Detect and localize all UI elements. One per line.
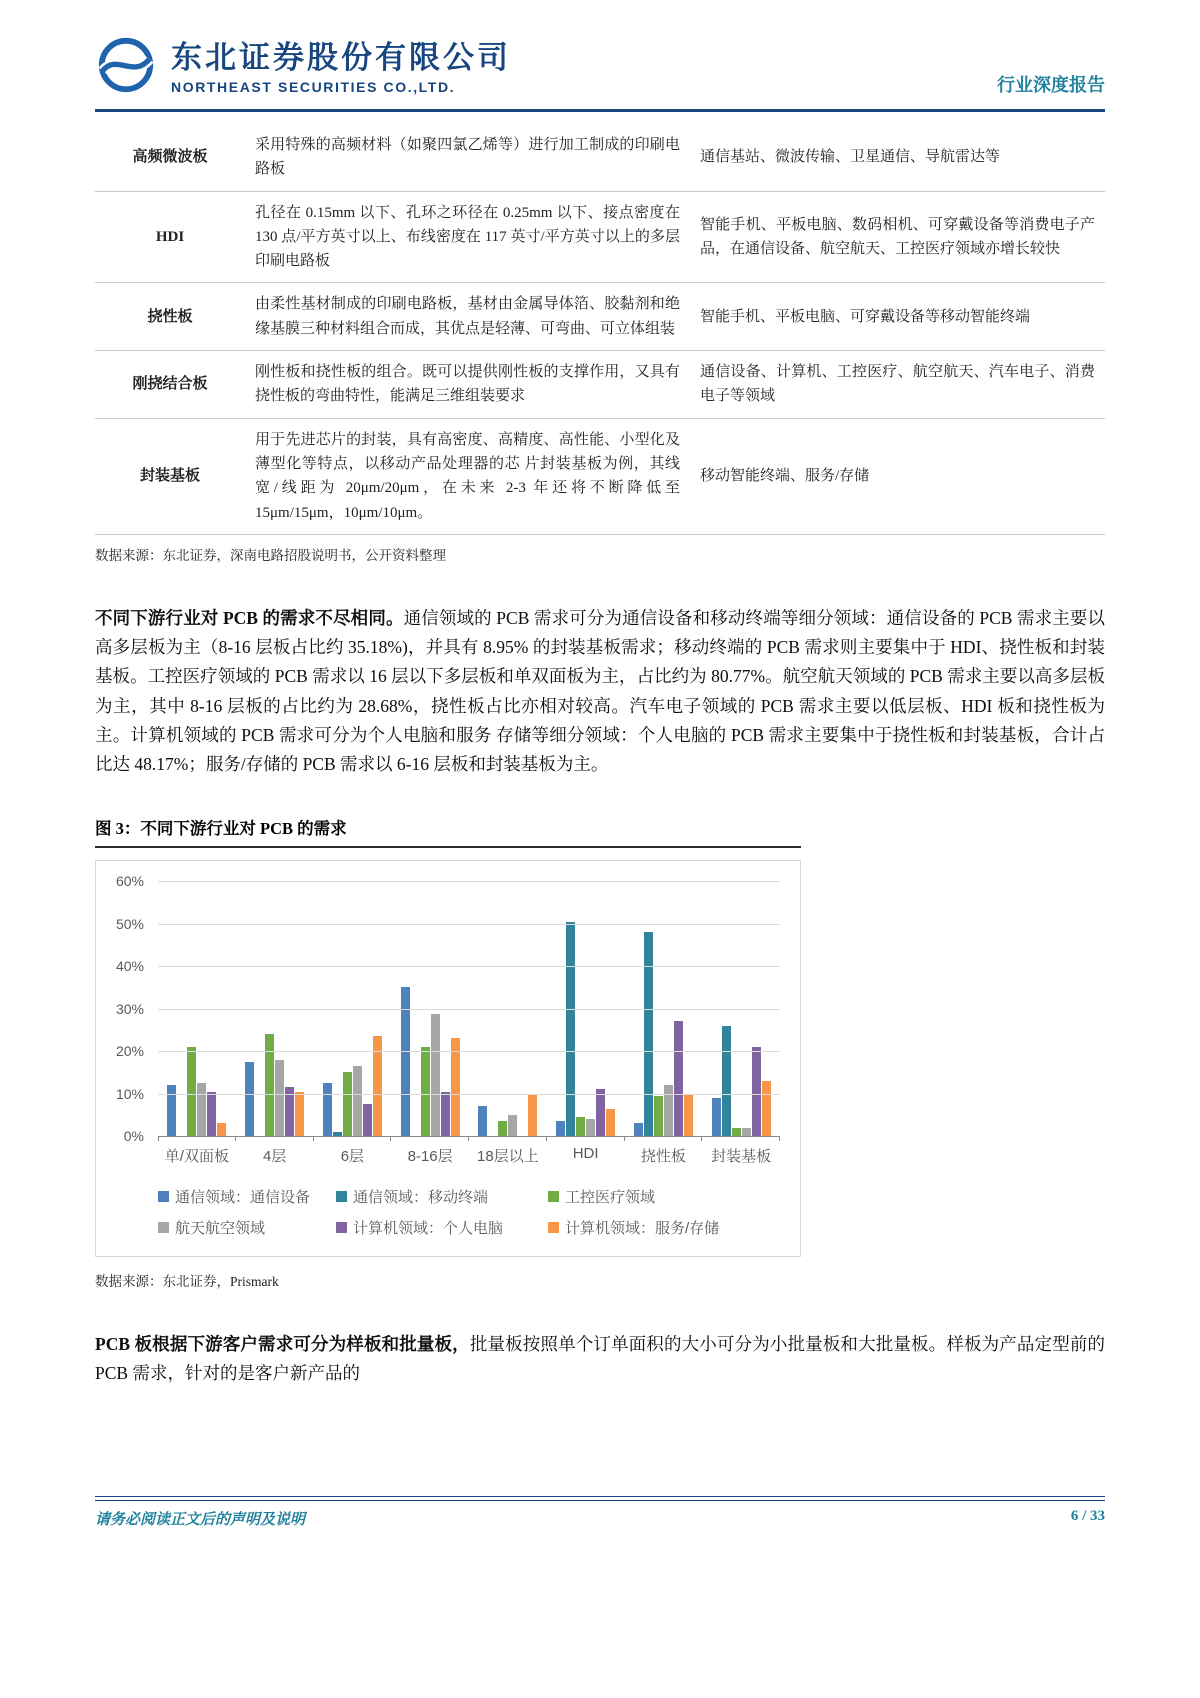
legend-item [548,1186,786,1207]
bar [343,1072,352,1136]
bar [363,1104,372,1136]
legend-item [158,1186,336,1207]
gridline [158,924,780,925]
legend-label: 通信领域：通信设备 [175,1189,311,1207]
bar [323,1083,332,1136]
bar [556,1121,565,1136]
pcb-type-name: 挠性板 [95,283,245,351]
y-tick-label: 0% [123,1128,144,1145]
paragraph-lead: 不同下游行业对 PCB 的需求不尽相同。 [95,607,404,628]
body-paragraph [95,1330,1105,1388]
x-tick-label: 4层 [262,1148,287,1166]
bar [596,1089,605,1136]
pcb-type-name: 高频微波板 [95,124,245,191]
bar [634,1123,643,1136]
page-footer [95,1496,1105,1529]
legend-label: 航天航空领域 [175,1220,266,1238]
bar [197,1083,206,1136]
legend-swatch [548,1222,559,1233]
bar [265,1034,274,1136]
company-logo-icon [95,34,157,101]
x-tick-label: 单/双面板 [164,1148,229,1166]
figure-title: 图 3：不同下游行业对 PCB 的需求 [95,815,801,848]
pcb-type-desc: 刚性板和挠性板的组合。既可以提供刚性板的支撑作用，又具有挠性板的弯曲特性，能满足三维组装要求 [245,351,690,419]
paragraph-text: 通信领域的 PCB 需求可分为通信设备和移动终端等细分领域：通信设备的 PCB 需求主要以高多层板为主（8-16 层板占比约 35.18%)，并具有 8.95% 的封装基板需求；移动终端的 PCB 需求则主要集中于 HDI、挠性板和封装基板。工控医疗领域的 PCB 需求以 16 层以下多层板和单双面板为主，占比约为 80.77%。航空航天领域的 PCB 需求主要以高多层板为主，其中 8-16 层板的占比约为 28.68%，挠性板占比亦相对较高。汽车电子领域的 PCB 需求主要以低层板、HDI 板和挠性板为主。计算机领域的 PCB 需求可分为个人电脑和服务 存储等细分领域：个人电脑的 PCB 需求主要集中于挠性板和封装基板，合计占比达 48.17%；服务/存储的 PCB 需求以 6-16 层板和封装基板为主。 [95,607,1106,774]
y-tick-label: 10% [115,1085,144,1102]
y-axis [110,873,152,1145]
bar [295,1092,304,1137]
paragraph-lead: PCB 板根据下游客户需求可分为样板和批量板， [95,1334,470,1355]
legend-item [336,1186,548,1207]
bar [498,1121,507,1136]
page-header [95,34,1105,101]
legend-swatch [336,1222,347,1233]
pcb-type-desc: 采用特殊的高频材料（如聚四氯乙烯等）进行加工制成的印刷电路板 [245,124,690,191]
company-name-block [171,40,511,95]
footer-divider [95,1496,1105,1501]
bar [431,1014,440,1136]
table-row [95,351,1105,419]
plot-grid [158,881,780,1136]
legend-item [548,1217,786,1238]
pcb-type-table [95,124,1105,535]
gridline [158,966,780,967]
bar [451,1038,460,1136]
report-type-label: 行业深度报告 [997,75,1105,95]
pcb-type-name: HDI [95,191,245,283]
gridline [158,1009,780,1010]
bar [684,1094,693,1137]
pcb-type-apps: 通信设备、计算机、工控医疗、航空航天、汽车电子、消费电子等领域 [690,351,1105,419]
bar [586,1119,595,1136]
pcb-type-apps: 智能手机、平板电脑、数码相机、可穿戴设备等消费电子产品，在通信设备、航空航天、工控医疗领域亦增长较快 [690,191,1105,283]
chart-legend [158,1186,786,1238]
x-tick-label: 挠性板 [640,1148,686,1166]
x-tick-label: 封装基板 [711,1148,772,1166]
bar [674,1021,683,1137]
bar [478,1106,487,1136]
table-row [95,418,1105,534]
bar [722,1026,731,1137]
table-row [95,124,1105,191]
legend-swatch [548,1191,559,1202]
y-tick-label: 40% [115,958,144,975]
bar [207,1092,216,1137]
legend-item [158,1217,336,1238]
bar-chart [95,860,801,1257]
company-name-cn: 东北证券股份有限公司 [171,40,511,76]
brand-block [95,34,511,101]
bar [654,1096,663,1136]
legend-swatch [336,1191,347,1202]
pcb-type-desc: 孔径在 0.15mm 以下、孔环之环径在 0.25mm 以下、接点密度在 130 点/平方英寸以上、布线密度在 117 英寸/平方英寸以上的多层印刷电路板 [245,191,690,283]
legend-label: 计算机领域：服务/存储 [565,1220,720,1238]
footer-disclaimer: 请务必阅读正文后的声明及说明 [95,1512,306,1528]
x-tick-label: HDI [572,1145,599,1163]
table-source-note: 数据来源：东北证券，深南电路招股说明书，公开资料整理 [95,547,446,563]
x-tick-label: 18层以上 [477,1148,539,1166]
bar [528,1094,537,1137]
bar [762,1081,771,1136]
bar [576,1117,585,1136]
bar [742,1128,751,1137]
page-number: 6 / 33 [1070,1508,1105,1524]
x-tick-label: 8-16层 [407,1148,453,1166]
table-row [95,283,1105,351]
bar [275,1060,284,1137]
bar [187,1047,196,1136]
bar [752,1047,761,1136]
company-name-en: NORTHEAST SECURITIES CO.,LTD. [171,78,456,95]
pcb-type-name: 刚挠结合板 [95,351,245,419]
y-tick-label: 60% [115,873,144,890]
gridline [158,881,780,882]
pcb-type-apps: 移动智能终端、服务/存储 [690,418,1105,534]
pcb-type-desc: 由柔性基材制成的印刷电路板，基材由金属导体箔、胶黏剂和绝缘基膜三种材料组合而成，其优点是轻薄、可弯曲、可立体组装 [245,283,690,351]
pcb-type-apps: 通信基站、微波传输、卫星通信、导航雷达等 [690,124,1105,191]
gridline [158,1094,780,1095]
chart-plot-area [115,873,780,1145]
bar [732,1128,741,1137]
legend-label: 通信领域：移动终端 [353,1189,489,1207]
legend-label: 计算机领域：个人电脑 [353,1220,504,1238]
legend-swatch [158,1191,169,1202]
x-axis-labels [158,1145,780,1166]
x-axis-line [158,1136,780,1137]
y-tick-label: 20% [115,1043,144,1060]
x-tick-label: 6层 [340,1148,365,1166]
bar [644,932,653,1136]
legend-item [336,1217,548,1238]
bar [606,1109,615,1137]
pcb-type-desc: 用于先进芯片的封装，具有高密度、高精度、高性能、小型化及薄型化等特点，以移动产品处理器的芯 片封装基板为例，其线宽/线距为 20μm/20μm，在未来 2-3 年还将不断降低至 15μm/15μm，10μm/10μm。 [245,418,690,534]
gridline [158,1051,780,1052]
figure-source-note: 数据来源：东北证券，Prismark [95,1274,279,1290]
pcb-type-apps: 智能手机、平板电脑、可穿戴设备等移动智能终端 [690,283,1105,351]
bar [508,1115,517,1136]
y-tick-label: 50% [115,915,144,932]
legend-swatch [158,1222,169,1233]
body-paragraph [95,604,1105,779]
bar [712,1098,721,1136]
bar [353,1066,362,1136]
figure-block [95,815,801,1290]
bar [245,1062,254,1136]
paragraph-text: 批量板按照单个订单面积的大小可分为小批量板和大批量板。样板为产品定型前的 PCB 需求，针对的是客户新产品的 [95,1334,1105,1384]
pcb-type-name: 封装基板 [95,418,245,534]
y-tick-label: 30% [115,1000,144,1017]
bar [217,1123,226,1136]
header-divider [95,109,1105,112]
bar [441,1092,450,1137]
bar [566,922,575,1137]
legend-label: 工控医疗领域 [565,1189,656,1207]
bar [421,1047,430,1136]
table-row [95,191,1105,283]
